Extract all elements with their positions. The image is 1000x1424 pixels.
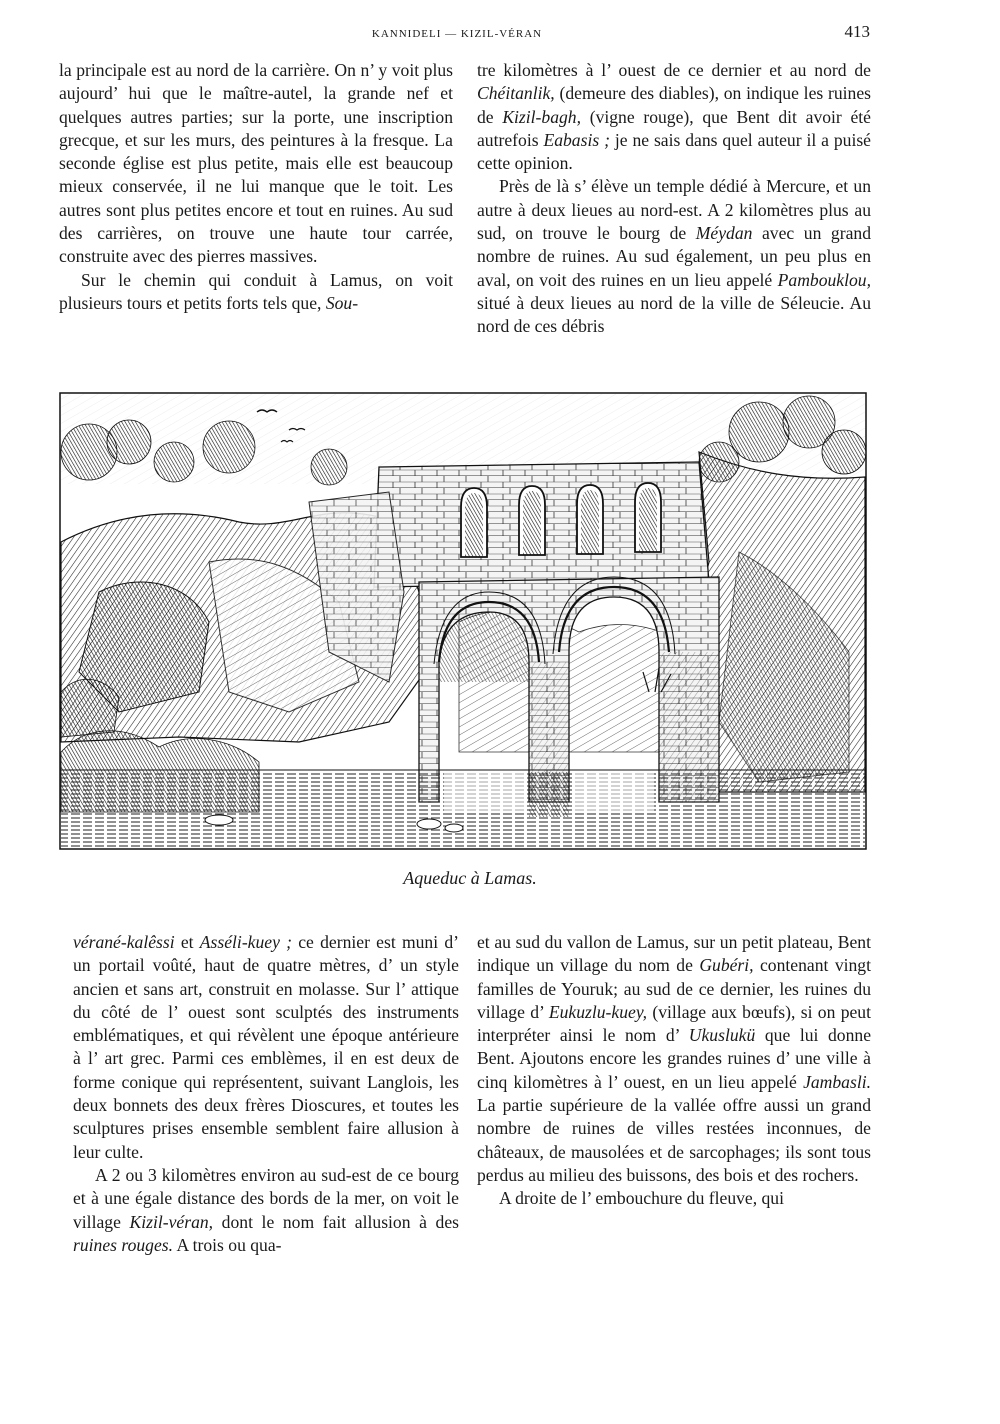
text-column-top-right [477, 59, 871, 339]
paragraph: la principale est au nord de la carrière. On n’ y voit plus aujourd’ hui que le maître-autel, la grande nef et quelques autres parties; sur la porte, une inscription grecque, et sur les murs, des peintures à la fresque. La seconde église est plus petite, mais elle est beaucoup mieux conservée, il ne lui manque que le toit. Les autres sont plus petites encore et tout en ruines. Au sud des carrières, on trouve une haute tour carrée, construite avec des pierres massives. [59, 60, 453, 267]
page-number: 413 [844, 22, 870, 41]
paragraph: Près de là s’ élève un temple dédié à Mercure, et un autre à deux lieues au nord-est. A 2 kilomètres plus au sud, on trouve le bourg de Méydan avec un grand nombre de ruines. Au sud également, un peu plus en aval, on voit des ruines en un lieu appelé Pambouklou, situé à deux lieues au nord de la ville de Séleucie. Au nord de ces débris [477, 176, 871, 337]
aqueduct-structure [374, 462, 719, 802]
paragraph: tre kilomètres à l’ ouest de ce dernier et au nord de Chéitanlik, (demeure des diables), on indique les ruines de Kizil-bagh, (vigne rouge), que Bent dit avoir été autrefois Eabasis ; je ne sais dans quel auteur il a puisé cette opinion. [477, 60, 871, 174]
text-column-top-left [59, 59, 453, 315]
text-column-bottom-left [73, 931, 459, 1257]
paragraph: Sur le chemin qui conduit à Lamus, on voit plusieurs tours et petits forts tels que, Sou- [59, 269, 453, 313]
paragraph: A droite de l’ embouchure du fleuve, qui [499, 1188, 784, 1209]
aqueduct-engraving [59, 392, 867, 850]
figure-caption: Aqueduc à Lamas. [403, 868, 537, 888]
running-title: KANNIDELI — KIZIL-VÉRAN [371, 28, 543, 40]
paragraph: et au sud du vallon de Lamus, sur un petit plateau, Bent indique un village du nom de Gubéri, contenant vingt familles de Youruk; au sud de ce dernier, les ruines du village d’ Eukuzlu-kuey, (village aux bœufs), si on peut interpréter ainsi le nom d’ Ukuslukü que lui donne Bent. Ajoutons encore les grandes ruines d’ une ville à cinq kilomètres à l’ ouest, en un lieu appelé Jambasli. La partie supérieure de la vallée offre aussi un grand nombre de ruines de villes restées inconnues, de châteaux, de mausolées et de sarcophages; ils sont tous perdus au milieu des buissons, des bois et des rochers. [477, 932, 872, 1185]
paragraph: vérané-kalêssi et Asséli-kuey ; ce dernier est muni d’ un portail voûté, haut de quatre mètres, d’ un style ancien et sans art, construit en molasse. Sur l’ attique du côté de l’ ouest sont sculptés des instruments emblématiques, et qui révèlent une époque antérieure à l’ art grec. Parmi ces emblèmes, il en est deux de forme conique qui représentent, suivant Langlois, les deux bonnets des deux frères Dioscures, et toutes les sculptures prises ensemble semblent faire allusion à leur culte. [73, 932, 459, 1162]
paragraph: A 2 ou 3 kilomètres environ au sud-est de ce bourg et à une égale distance des bords de la mer, on voit le village Kizil-véran, dont le nom fait allusion à des ruines rouges. A trois ou qua- [73, 1164, 459, 1255]
text-column-bottom-right [477, 931, 871, 1211]
